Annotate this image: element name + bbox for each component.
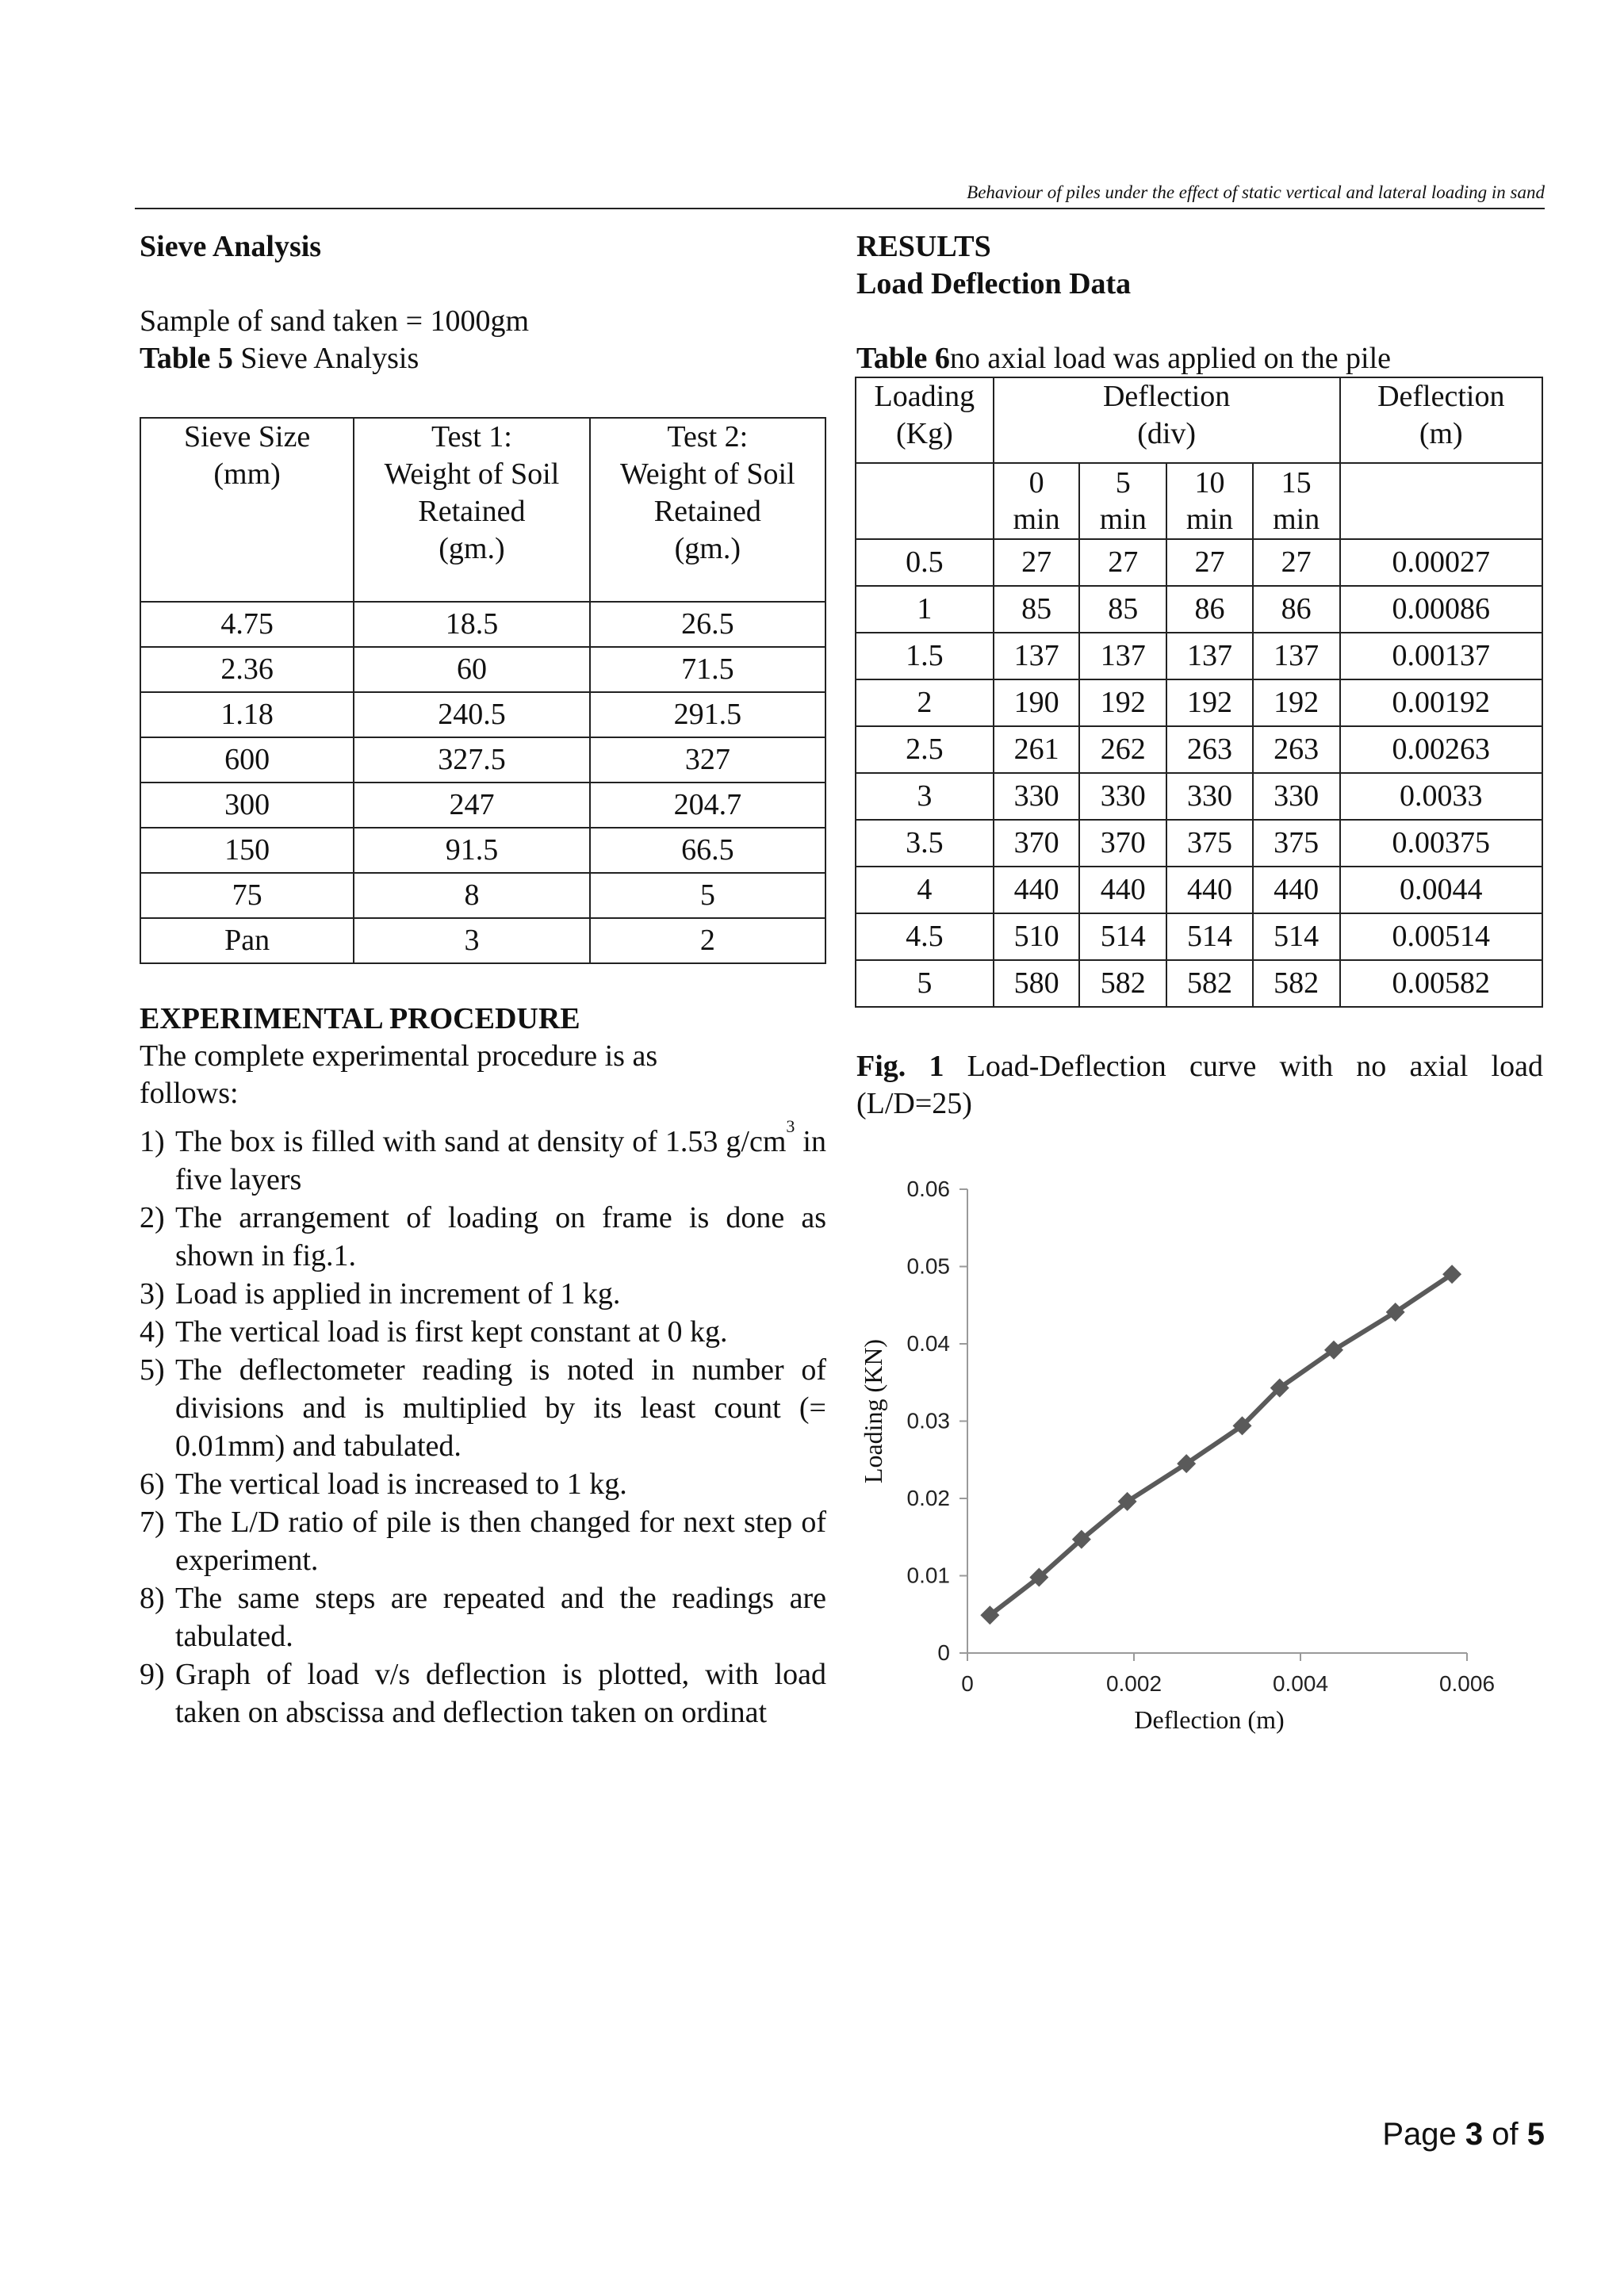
table-row: 1.5 137 137 137 137 0.00137 [856,633,1542,679]
sample-text: Sample of sand taken = 1000gm [140,304,530,338]
chart-y-axis-label: Loading (KN) [859,1338,887,1484]
table-row: 5 580 582 582 582 0.00582 [856,960,1542,1007]
chart-series [980,1265,1461,1624]
table6-header-row [856,377,1542,463]
load-deflection-table [855,377,1543,1008]
list-item: 2) The arrangement of loading on frame is done as shown in fig.1. [140,1201,826,1272]
chart-x-tick-label: 0 [961,1671,974,1696]
table-row: 0.5 27 27 27 27 0.00027 [856,539,1542,586]
header-rule [135,208,1545,209]
chart-y-tick-label: 0.06 [906,1177,950,1201]
chart-series-line [990,1274,1452,1615]
procedure-heading: EXPERIMENTAL PROCEDURE [140,1002,580,1035]
table-row: 4.75 18.5 26.5 [140,602,825,647]
load-deflection-heading: Load Deflection Data [856,267,1132,300]
page-number: Page 3 of 5 [1382,2117,1545,2152]
table-row: 75 8 5 [140,873,825,918]
results-heading: RESULTS [856,230,991,263]
table6-caption [856,340,1391,377]
figure-caption [856,1048,1543,1123]
table-row: 3 330 330 330 330 0.0033 [856,773,1542,820]
table6-header-loading: Loading (Kg) [856,377,994,463]
table6-subheader-row [856,463,1542,539]
table6-caption-text: no axial load was applied on the pile [949,342,1392,375]
table5-header-test2: Test 2: Weight of Soil Retained (gm.) [590,418,825,602]
sieve-analysis-table [140,417,826,964]
table6-header-5min: 5 min [1079,463,1166,539]
list-item: 6) The vertical load is increased to 1 kg. [140,1468,627,1501]
chart-x-axis-label: Deflection (m) [1134,1705,1285,1734]
table5-caption-text: Sieve Analysis [232,342,419,375]
chart-y-tick-label: 0.02 [906,1486,950,1510]
table5-caption [140,340,419,377]
procedure-steps [140,1116,826,1732]
table-row: 2 190 192 192 192 0.00192 [856,679,1542,726]
table6-label: Table 6 [856,342,950,375]
list-item: 1) The box is filled with sand at density of 1.53 $g/cm^3$ in five layers [140,1116,826,1196]
table-row: 4.5 510 514 514 514 0.00514 [856,913,1542,960]
figure-caption-text: Load-Deflection curve with no axial load (L/D=25) [856,1050,1543,1120]
table5-header-test1: Test 1: Weight of Soil Retained (gm.) [354,418,589,602]
table-row: 1 85 85 86 86 0.00086 [856,586,1542,633]
list-item: 7) The L/D ratio of pile is then changed for next step of experiment. [140,1506,826,1577]
table-row: 300 247 204.7 [140,783,825,828]
procedure-intro: The complete experimental procedure is as follows: [140,1039,658,1110]
figure-label: Fig. 1 [856,1050,944,1083]
table6-header-deflection-m: Deflection (m) [1340,377,1542,463]
table-row: 3.5 370 370 375 375 0.00375 [856,820,1542,867]
table-row: 4 440 440 440 440 0.0044 [856,867,1542,913]
list-item: 8) The same steps are repeated and the readings are tabulated. [140,1582,826,1653]
table5-header-sieve-size: Sieve Size (mm) [140,418,354,602]
table-row: 150 91.5 66.5 [140,828,825,873]
table-row: Pan 3 2 [140,918,825,963]
table-row: 2.5 261 262 263 263 0.00263 [856,726,1542,773]
list-item: 5) The deflectometer reading is noted in number of divisions and is multiplied by its least count (= 0.01mm) and tabulated. [140,1353,826,1463]
chart-y-tick-label: 0.01 [906,1563,950,1588]
chart-x-tick-label: 0.006 [1438,1671,1496,1696]
table6-header-0min: 0 min [994,463,1080,539]
chart-y-tick-label: 0.03 [906,1408,950,1433]
chart-x-tick-label: 0.002 [1105,1671,1162,1696]
load-deflection-chart [856,1142,1554,1744]
running-header: Behaviour of piles under the effect of static vertical and lateral loading in sand [967,182,1545,202]
table-row: 1.18 240.5 291.5 [140,692,825,737]
list-item: 9) Graph of load v/s deflection is plotted, with load taken on abscissa and deflection taken on ordinat [140,1658,826,1729]
chart-y-tick-label: 0.04 [906,1331,950,1356]
chart-y-tick-label: 0.05 [906,1253,950,1279]
list-item: 3) Load is applied in increment of 1 kg. [140,1277,621,1311]
list-item: 4) The vertical load is first kept constant at 0 kg. [140,1315,728,1349]
table-row: 600 327.5 327 [140,737,825,783]
table5-header-row [140,418,825,602]
table5-label: Table 5 [140,342,233,375]
chart-y-tick-label: 0 [937,1640,950,1665]
sieve-analysis-heading: Sieve Analysis [140,230,322,263]
table6-header-10min: 10 min [1166,463,1253,539]
table-row: 2.36 60 71.5 [140,647,825,692]
chart-x-tick-label: 0.004 [1272,1671,1329,1696]
table6-header-15min: 15 min [1253,463,1340,539]
table6-header-deflection-div: Deflection (div) [994,377,1340,463]
